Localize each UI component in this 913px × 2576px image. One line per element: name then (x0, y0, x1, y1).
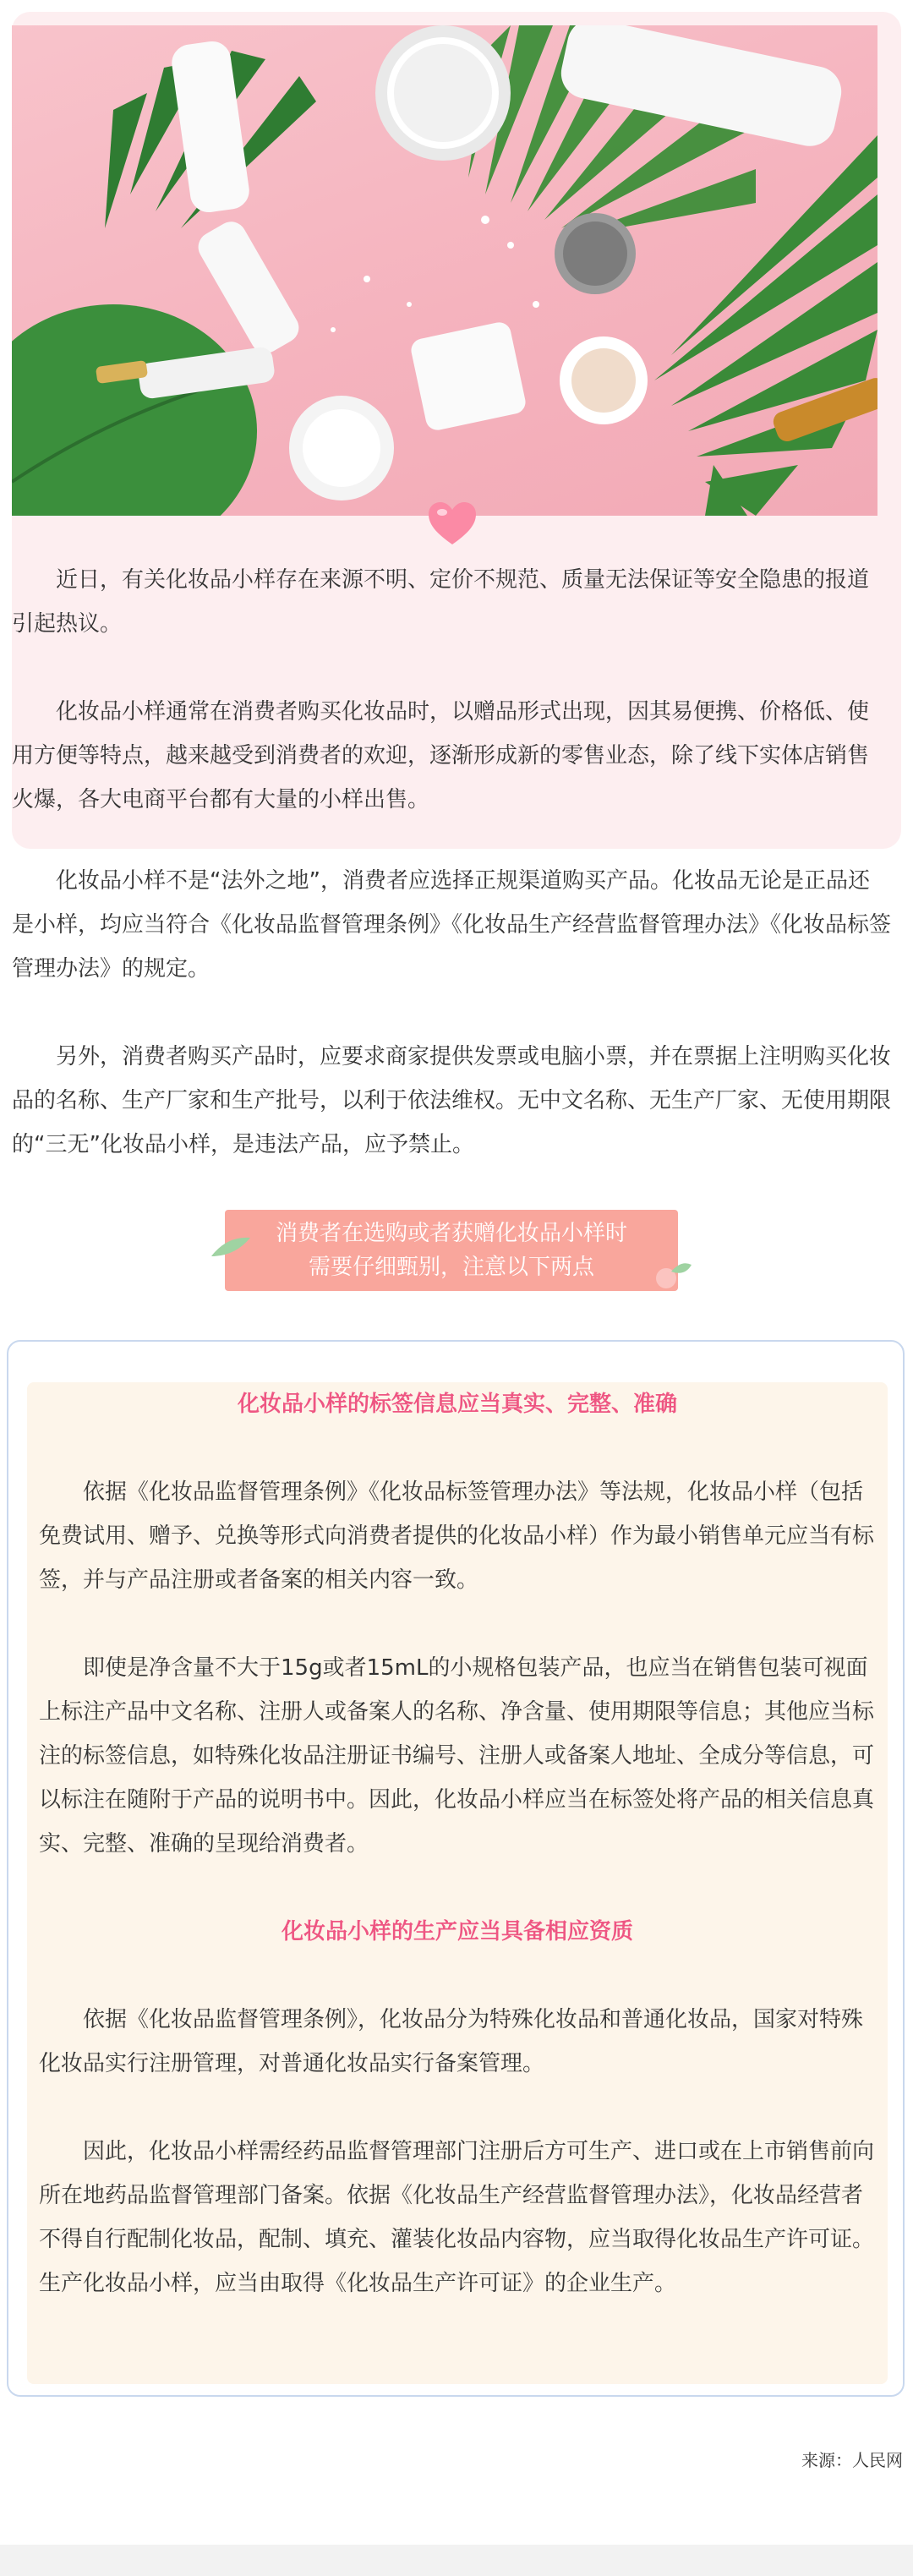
body-paragraph-1: 化妆品小样不是“法外之地”，消费者应选择正规渠道购买产品。化妆品无论是正品还是小样，均应当符合《化妆品监督管理条例》《化妆品生产经营监督管理办法》《化妆品标签管理办法》的规定。 (12, 868, 892, 982)
footer-bar (0, 2545, 913, 2576)
banner-line-1: 消费者在选购或者获赠化妆品小样时 (275, 1221, 627, 1246)
intro-paragraph-2: 化妆品小样通常在消费者购买化妆品时，以赠品形式出现，因其易便携、价格低、使用方便等特点，越来越受到消费者的欢迎，逐渐形成新的零售业态，除了线下实体店销售火爆，各大电商平台都有大量的小样出售。 (12, 699, 870, 812)
hero-image (12, 25, 877, 516)
tip-1-paragraph-1: 依据《化妆品监督管理条例》《化妆品标签管理办法》等法规，化妆品小样（包括免费试用、赠予、兑换等形式向消费者提供的化妆品小样）作为最小销售单元应当有标签，并与产品注册或者备案的相关内容一致。 (39, 1479, 875, 1593)
tips-banner (225, 1210, 678, 1291)
tip-2-paragraph-2: 因此，化妆品小样需经药品监督管理部门注册后方可生产、进口或在上市销售前向所在地药品监督管理部门备案。依据《化妆品生产经营监督管理办法》，化妆品经营者不得自行配制化妆品，配制、填充、灌装化妆品内容物，应当取得化妆品生产许可证。生产化妆品小样，应当由取得《化妆品生产许可证》的企业生产。 (39, 2139, 875, 2296)
source-credit: 来源：人民网 (801, 2450, 903, 2470)
tip-heading-2: 化妆品小样的生产应当具备相应资质 (281, 1919, 633, 1944)
leaf-icon (210, 1234, 252, 1260)
tips-inner (27, 1382, 888, 2384)
tip-2-paragraph-1: 依据《化妆品监督管理条例》，化妆品分为特殊化妆品和普通化妆品，国家对特殊化妆品实行注册管理，对普通化妆品实行备案管理。 (39, 2007, 864, 2076)
body-text (12, 859, 891, 1167)
intro-paragraph-1: 近日，有关化妆品小样存在来源不明、定价不规范、质量无法保证等安全隐患的报道引起热议。 (12, 567, 870, 637)
banner-line-2: 需要仔细甄别，注意以下两点 (308, 1255, 594, 1280)
tip-heading-1: 化妆品小样的标签信息应当真实、完整、准确 (237, 1392, 677, 1417)
peach-leaf-icon (651, 1260, 693, 1290)
body-paragraph-2: 另外，消费者购买产品时，应要求商家提供发票或电脑小票，并在票据上注明购买化妆品的名称、生产厂家和生产批号，以利于依法维权。无中文名称、无生产厂家、无使用期限的“三无”化妆品小样，是违法产品，应予禁止。 (12, 1044, 892, 1157)
tip-1-paragraph-2: 即使是净含量不大于15g或者15mL的小规格包装产品，也应当在销售包装可视面上标注产品中文名称、注册人或备案人的名称、净含量、使用期限等信息；其他应当标注的标签信息，如特殊化妆品注册证书编号、注册人或备案人地址、全成分等信息，可以标注在随附于产品的说明书中。因此，化妆品小样应当在标签处将产品的相关信息真实、完整、准确的呈现给消费者。 (39, 1655, 875, 1857)
cosmetics-illustration (12, 25, 877, 516)
heart-icon (427, 500, 478, 546)
intro-text (12, 558, 883, 822)
tips-box (7, 1340, 905, 2397)
